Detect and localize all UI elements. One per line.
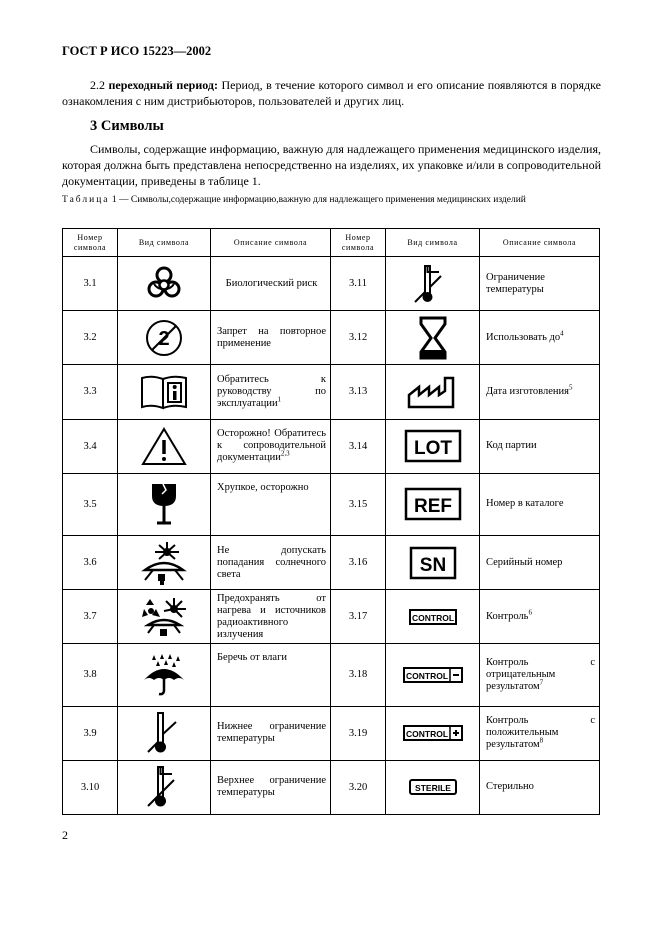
symbol-number: 3.3 [63, 365, 118, 419]
symbol-number: 3.2 [63, 311, 118, 365]
consult-instructions-icon [140, 374, 188, 410]
symbol-description: Нижнее ограничение температуры [211, 706, 331, 760]
manufacture-date-icon [407, 375, 459, 409]
symbol-cell [386, 760, 480, 814]
lot-icon [403, 429, 463, 463]
symbol-number: 3.11 [331, 257, 386, 311]
table-row [63, 760, 600, 814]
footnote-ref: 8 [539, 736, 544, 745]
svg-text:2: 2 [158, 327, 170, 350]
symbol-number: 3.20 [331, 760, 386, 814]
symbol-cell [118, 473, 211, 535]
symbol-description: Запрет на повторное применение [211, 311, 331, 365]
symbol-cell [118, 419, 211, 473]
table-row [63, 311, 600, 365]
description-text: Дата изготовления [486, 385, 569, 397]
symbol-cell [386, 590, 480, 644]
symbol-number: 3.15 [331, 473, 386, 535]
clause-number: 2.2 [90, 78, 105, 92]
ref-icon [403, 487, 463, 521]
header-symbol-right: Вид символа [386, 229, 480, 257]
table-row [63, 257, 600, 311]
symbol-cell [386, 257, 480, 311]
symbol-number: 3.10 [63, 760, 118, 814]
svg-text:CONTROL: CONTROL [405, 670, 448, 681]
symbol-number: 3.16 [331, 535, 386, 589]
do-not-reuse-icon [144, 318, 184, 358]
protect-from-heat-icon [140, 595, 188, 639]
symbol-description [480, 706, 600, 760]
fragile-icon [149, 482, 179, 526]
table-row [63, 590, 600, 644]
symbol-description [480, 365, 600, 419]
keep-dry-icon [141, 652, 187, 698]
svg-text:REF: REF [413, 496, 452, 518]
footnote-ref: 4 [560, 329, 564, 338]
symbol-description: Предохранять от нагрева и источников радиоактивного излучения [211, 590, 331, 644]
table-row [63, 419, 600, 473]
footnote-ref: 1 [277, 395, 282, 404]
symbol-description: Беречь от влаги [211, 644, 331, 706]
sterile-icon [408, 778, 458, 796]
control-icon [408, 608, 458, 626]
biohazard-icon [144, 264, 184, 304]
symbol-number: 3.5 [63, 473, 118, 535]
section-intro: Символы, содержащие информацию, важную для надлежащего применения медицинского изделия, которая должна быть представлена непосредственно на изделиях, их упаковке и/или в сопроводительной документации, приведены в таблице 1. [62, 142, 601, 188]
symbol-cell [386, 644, 480, 706]
footnote-ref: 7 [539, 678, 544, 687]
description-text: Контроль с отрицательным результатом [486, 656, 595, 692]
symbol-cell [118, 760, 211, 814]
footnote-ref: 5 [568, 383, 573, 392]
use-by-hourglass-icon [413, 316, 453, 360]
symbol-cell [386, 473, 480, 535]
symbol-cell [386, 535, 480, 589]
symbol-number: 3.6 [63, 535, 118, 589]
sn-icon [408, 546, 458, 580]
document-header: ГОСТ Р ИСО 15223—2002 [62, 44, 212, 58]
table-caption-label: Таблица [62, 195, 110, 205]
table-row [63, 644, 600, 706]
upper-temperature-limit-icon [144, 764, 184, 810]
symbol-cell [118, 535, 211, 589]
header-description-right: Описание символа [480, 229, 600, 257]
svg-text:CONTROL: CONTROL [411, 612, 454, 623]
section-title: 3 Символы [90, 118, 164, 134]
symbol-description [480, 590, 600, 644]
table-caption [62, 195, 532, 207]
svg-text:CONTROL: CONTROL [405, 729, 448, 740]
symbols-table [62, 228, 600, 815]
description-text: Использовать до [486, 331, 561, 343]
symbol-description: Не допускать попадания солнечного света [211, 535, 331, 589]
svg-text:STERILE: STERILE [414, 783, 451, 794]
symbol-description: Код партии [480, 419, 600, 473]
symbol-description [211, 419, 331, 473]
symbol-number: 3.4 [63, 419, 118, 473]
lower-temperature-limit-icon [144, 710, 184, 756]
header-symbol-left: Вид символа [118, 229, 211, 257]
symbol-cell [386, 419, 480, 473]
symbol-number: 3.14 [331, 419, 386, 473]
control-negative-icon [402, 666, 464, 684]
table-row [63, 365, 600, 419]
table-row [63, 473, 600, 535]
symbol-number: 3.13 [331, 365, 386, 419]
svg-text:LOT: LOT [413, 438, 452, 460]
symbol-number: 3.12 [331, 311, 386, 365]
symbol-cell [118, 257, 211, 311]
table-row [63, 706, 600, 760]
description-text: Осторожно! Обратитесь к сопроводительной документации [217, 428, 326, 464]
temperature-limitation-icon [413, 262, 453, 306]
symbol-number: 3.8 [63, 644, 118, 706]
symbol-description [211, 365, 331, 419]
symbol-description: Серийный номер [480, 535, 600, 589]
symbol-number: 3.7 [63, 590, 118, 644]
clause-text: Период, в течение которого символ и его описание появляются в порядке ознакомления с ним дистрибьюторов, пользователей и других лиц. [62, 78, 601, 108]
table-caption-text: 1 — Символы,содержащие информацию,важную для надлежащего применения медицинских изделий [111, 195, 526, 205]
symbol-description [480, 644, 600, 706]
page-number: 2 [62, 828, 68, 842]
symbol-number: 3.9 [63, 706, 118, 760]
description-text: Обратитесь к руководству по эксплуатации [217, 373, 326, 409]
symbol-cell [118, 311, 211, 365]
symbol-description: Хрупкое, осторожно [211, 473, 331, 535]
symbol-number: 3.17 [331, 590, 386, 644]
symbol-number: 3.1 [63, 257, 118, 311]
symbol-cell [118, 365, 211, 419]
svg-text:SN: SN [419, 554, 446, 576]
clause-2-2 [62, 77, 601, 109]
symbol-description: Ограничение температуры [480, 257, 600, 311]
symbol-description: Биологический риск [211, 257, 331, 311]
header-number-left: Номер символа [63, 229, 118, 257]
symbol-description: Номер в каталоге [480, 473, 600, 535]
clause-term: переходный период: [108, 78, 218, 92]
symbol-cell [118, 644, 211, 706]
symbol-description: Верхнее ограничение температуры [211, 760, 331, 814]
table-header-row [63, 229, 600, 257]
header-description-left: Описание символа [211, 229, 331, 257]
symbol-description: Стерильно [480, 760, 600, 814]
caution-icon [141, 426, 187, 466]
symbol-cell [118, 706, 211, 760]
symbol-number: 3.18 [331, 644, 386, 706]
footnote-ref: 6 [528, 608, 532, 617]
keep-from-sunlight-icon [141, 540, 187, 586]
header-number-right: Номер символа [331, 229, 386, 257]
table-row [63, 535, 600, 589]
symbol-cell [386, 311, 480, 365]
symbol-number: 3.19 [331, 706, 386, 760]
control-positive-icon [402, 724, 464, 742]
description-text: Контроль с положительным результатом [486, 715, 595, 751]
footnote-ref: 2,3 [280, 449, 290, 458]
symbol-cell [386, 365, 480, 419]
symbol-description [480, 311, 600, 365]
description-text: Контроль [486, 610, 529, 622]
symbol-cell [118, 590, 211, 644]
symbol-cell [386, 706, 480, 760]
